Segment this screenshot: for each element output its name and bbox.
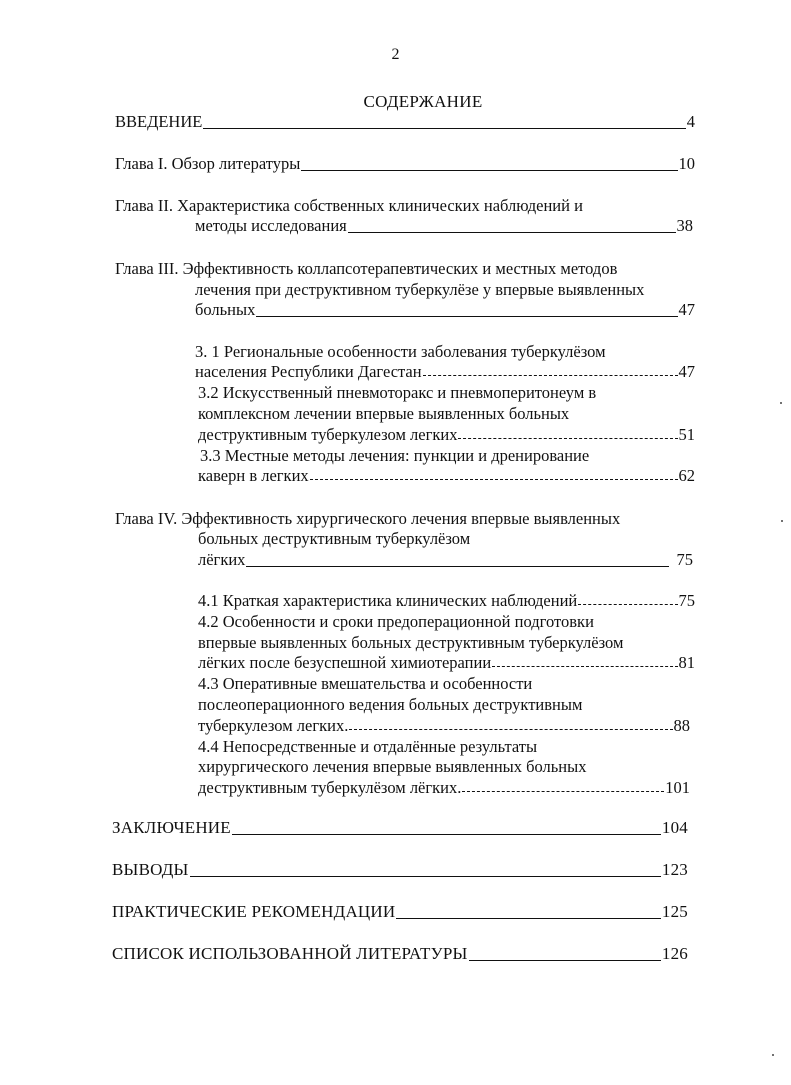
toc-entry-intro: ВВЕДЕНИЕ 4 (115, 112, 695, 131)
toc-entry-chapter-1: Глава I. Обзор литературы 10 (115, 154, 695, 173)
toc-entry-section-4-2-line1: 4.2 Особенности и сроки предоперационной подготовки (198, 612, 594, 631)
page-ref: 47 (678, 300, 695, 319)
page-ref: 47 (678, 362, 695, 381)
toc-entry-section-4-3-line1: 4.3 Оперативные вмешательства и особенности (198, 674, 533, 693)
toc-title: СОДЕРЖАНИЕ (363, 92, 483, 111)
toc-entry-section-4-2-line2: впервые выявленных больных деструктивным туберкулёзом (198, 633, 624, 652)
toc-entry-section-3-1-line1: 3. 1 Региональные особенности заболевания туберкулёзом (195, 342, 606, 361)
toc-entry-section-4-4-line3: деструктивным туберкулёзом лёгких. 101 (198, 778, 690, 797)
toc-entry-chapter-4-line1: Глава IV. Эффективность хирургического лечения впервые выявленных (115, 509, 621, 528)
toc-entry-section-3-1-line2: населения Республики Дагестан 47 (195, 362, 695, 381)
toc-entry-section-4-4-line2: хирургического лечения впервые выявленных больных (198, 757, 587, 776)
scan-speck (772, 1054, 774, 1056)
scan-speck (780, 402, 782, 404)
toc-entry-section-4-4-line1: 4.4 Непосредственные и отдалённые результаты (198, 737, 538, 756)
toc-entry-references: СПИСОК ИСПОЛЬЗОВАННОЙ ЛИТЕРАТУРЫ 126 (112, 944, 688, 963)
page-ref: 88 (673, 716, 690, 735)
toc-entry-section-4-2-line3: лёгких после безуспешной химиотерапии 81 (198, 653, 695, 672)
toc-entry-section-3-3-line2: каверн в легких 62 (198, 466, 695, 485)
toc-entry-chapter-3-line1: Глава III. Эффективность коллапсотерапевтических и местных методов (115, 259, 618, 278)
toc-entry-recommendations: ПРАКТИЧЕСКИЕ РЕКОМЕНДАЦИИ 125 (112, 902, 688, 921)
toc-entry-section-3-3-line1: 3.3 Местные методы лечения: пункции и дренирование (200, 446, 590, 465)
page-ref: 62 (678, 466, 695, 485)
page-ref: 126 (661, 944, 688, 963)
page-ref: 101 (665, 778, 690, 797)
page-ref: 38 (676, 216, 693, 235)
page-ref: 10 (678, 154, 695, 173)
page-ref: 4 (686, 112, 695, 131)
toc-entry-chapter-2-line1: Глава II. Характеристика собственных клинических наблюдений и (115, 196, 583, 215)
toc-entry-section-4-3-line2: послеоперационного ведения больных деструктивным (198, 695, 583, 714)
page-ref: 51 (678, 425, 695, 444)
toc-entry-chapter-3-line2: лечения при деструктивном туберкулёзе у впервые выявленных (195, 280, 645, 299)
page-ref: 75 (678, 591, 695, 610)
toc-entry-section-3-2-line3: деструктивным туберкулезом легких 51 (198, 425, 695, 444)
toc-entry-section-3-2-line2: комплексном лечении впервые выявленных больных (198, 404, 570, 423)
page-ref: 123 (661, 860, 688, 879)
page-ref: 81 (678, 653, 695, 672)
toc-entry-findings: ВЫВОДЫ 123 (112, 860, 688, 879)
toc-entry-section-3-2-line1: 3.2 Искусственный пневмоторакс и пневмоперитонеум в (198, 383, 597, 402)
page-ref: 125 (661, 902, 688, 921)
scan-speck (781, 520, 783, 522)
toc-entry-conclusion: ЗАКЛЮЧЕНИЕ 104 (112, 818, 688, 837)
toc-entry-section-4-1: 4.1 Краткая характеристика клинических наблюдений 75 (198, 591, 695, 610)
page-ref: 75 (676, 550, 693, 569)
toc-entry-chapter-3-line3: больных 47 (195, 300, 695, 319)
toc-entry-chapter-4-line2: больных деструктивным туберкулёзом (198, 529, 471, 548)
page-ref: 104 (661, 818, 688, 837)
toc-entry-chapter-4-line3: лёгких 75 (198, 550, 693, 569)
toc-entry-section-4-3-line3: туберкулезом легких. 88 (198, 716, 690, 735)
page-number: 2 (391, 46, 400, 63)
toc-entry-chapter-2-line2: методы исследования 38 (195, 216, 693, 235)
